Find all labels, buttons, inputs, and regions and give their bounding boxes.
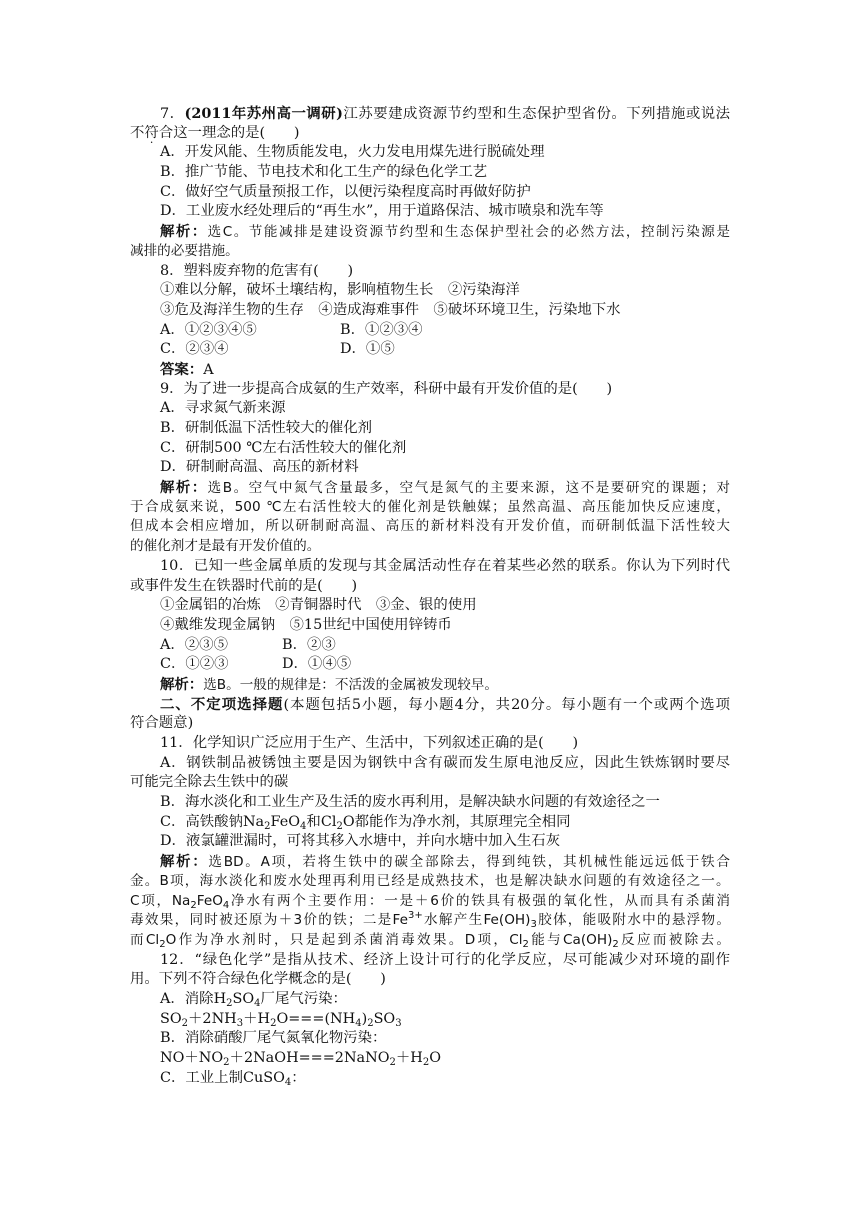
subscript: 2 (522, 938, 529, 950)
formula-part: ＋H (243, 1010, 271, 1027)
question-content (130, 104, 730, 1088)
formula-part: O (429, 1050, 442, 1066)
q10-items-line2: ④戴维发现金属钠 ⑤15世纪中国使用锌铸币 (160, 616, 452, 633)
subscript: 4 (284, 1076, 292, 1088)
q11-analysis-line4 (130, 911, 730, 931)
analysis-text: 选B。空气中氮气含量最多，空气是氮气的主要来源，这不是要研究的课题；对 (207, 480, 730, 497)
text-run: 水解产生 (422, 912, 484, 929)
text-run: 厂尾气污染： (260, 990, 347, 1007)
q12-equation-b (130, 1049, 730, 1069)
formula-part: Na (242, 813, 265, 830)
subscript: 4 (254, 997, 261, 1009)
q11-analysis-line5 (130, 931, 730, 951)
text-run: 和 (306, 813, 321, 830)
text-run: ： (291, 1069, 306, 1086)
q7-stem-tail: 这一理念的是( ) (173, 124, 300, 141)
subscript: 2 (264, 820, 271, 832)
text-run: 反应而被除去。 (618, 931, 731, 948)
q11-option-a-line1: A．钢铁制品被锈蚀主要是因为钢铁中含有碳而发生原电池反应，因此生铁炼钢时要尽 (160, 754, 730, 771)
formula-part: O (276, 1010, 289, 1027)
formula-part: Cl (145, 931, 160, 948)
section2-desc-line2: 符合题意) (130, 715, 194, 732)
q8-options-row1 (130, 321, 730, 341)
text-run: 能与 (528, 931, 564, 948)
formula-part: ＋2NaOH===2NaNO (229, 1050, 390, 1066)
q7-option-b: B．推广节能、节电技术和化工生产的绿色化学工艺 (160, 164, 488, 181)
q11-analysis-line2: 金。B项，海水淡化和废水处理再利用已经是成熟技术，也是解决缺水问题的有效途径之一。 (130, 872, 730, 889)
subscript: 2 (422, 1057, 430, 1068)
text-run: 胶体，能吸附水中的悬浮物。 (536, 912, 731, 929)
q10-analysis (130, 675, 730, 695)
q8-option-a: A．①②③④⑤ (160, 321, 257, 338)
analysis-text: 选C。节能减排是建设资源节约型和生态保护型社会的必然方法，控制污染源是 (207, 224, 730, 241)
q7-number: 7． (160, 106, 185, 122)
superscript: 3+ (408, 910, 423, 922)
q10-options-row1 (130, 636, 730, 656)
section-desc: (本题包括5小题，每小题4分，共20分。每小题有一个或两个选项 (283, 696, 730, 713)
section-title: 二、不定项选择题 (160, 695, 284, 713)
q11-analysis-line1 (130, 852, 730, 872)
q11-option-a-line2: 可能完全除去生铁中的碳 (130, 774, 289, 791)
text-run: C．高铁酸钠 (160, 813, 243, 830)
subscript: 3 (236, 1017, 244, 1029)
formula-part: (NH (324, 1010, 356, 1027)
q12-equation-a (130, 1010, 730, 1030)
formula-part: Na (171, 892, 191, 909)
formula-part: ) (361, 1010, 368, 1027)
subscript: 2 (159, 938, 166, 950)
q11-option-d: D．液氯罐泄漏时，可将其移入水塘中，并向水塘中加入生石灰 (160, 833, 561, 850)
formula-part: O (288, 813, 301, 830)
formula-part: SO (160, 1010, 182, 1027)
q7-option-a: A．开发风能、生物质能发电，火力发电用煤先进行脱硫处理 (160, 144, 545, 161)
text-run: 净水有两个主要作用：一是＋6价的铁具有极强的氧化性，从而具有杀菌消 (229, 892, 730, 909)
analysis-label: 解析： (160, 479, 208, 497)
q11-analysis-line3 (130, 892, 730, 912)
q11-stem: 11．化学知识广泛应用于生产、生活中，下列叙述正确的是( ) (160, 735, 579, 751)
formula-part: (OH) (580, 931, 613, 948)
analysis-label: 解析： (160, 675, 204, 693)
text-run: 毒效果，同时被还原为＋3价的铁；二是 (130, 912, 393, 929)
analysis-text: 选B。一般的规律是：不活泼的金属被发现较早。 (203, 676, 498, 693)
q11-option-b: B．海水淡化和工业生产及生活的废水再利用，是解决缺水问题的有效途径之一 (160, 794, 660, 811)
q8-stem: 8．塑料废弃物的危害有( ) (160, 262, 354, 279)
subscript: 2 (181, 1017, 189, 1029)
formula-part: Fe(OH) (483, 912, 531, 929)
subscript: 3 (395, 1017, 402, 1029)
formula-part: SO (373, 1010, 396, 1027)
q11-option-c (130, 813, 730, 833)
q9-analysis-line4: 的催化剂才是最有开发价值的。 (130, 538, 321, 555)
q7-stem-line1 (130, 104, 730, 124)
subscript: 2 (223, 1057, 230, 1068)
formula-part: SO (232, 990, 255, 1007)
q7-stem-line2 (130, 124, 730, 144)
formula-part: CuSO (242, 1069, 285, 1086)
section2-heading (130, 695, 730, 715)
q12-option-b: B．消除硝酸厂尾气氮氧化物污染： (160, 1030, 387, 1047)
formula-part: NO＋NO (160, 1050, 224, 1066)
q7-source: (2011年苏州高一调研) (184, 105, 343, 122)
q7-option-d: D．工业废水经处理后的“再生水”，用于道路保洁、城市喷泉和洗车等 (160, 203, 604, 220)
q12-option-c (130, 1069, 730, 1089)
q9-option-d: D．研制耐高温、高压的新材料 (160, 459, 359, 476)
q7-analysis-line1 (130, 222, 730, 242)
q9-analysis-line1 (130, 478, 730, 498)
subscript: 2 (226, 997, 233, 1009)
answer-value: A (203, 361, 214, 378)
q7-analysis-line2: 减排的必要措施。 (130, 242, 239, 259)
analysis-label: 解析： (160, 223, 208, 241)
q9-option-b: B．研制低温下活性较大的催化剂 (160, 420, 373, 436)
q7-option-c: C．做好空气质量预报工作，以便污染程度高时再做好防护 (160, 183, 531, 200)
text-run: C．工业上制 (160, 1069, 243, 1086)
formula-part: Fe (392, 912, 408, 929)
subscript: 4 (355, 1017, 362, 1029)
formula-part: Fe (270, 813, 289, 830)
subscript: 2 (270, 1017, 277, 1029)
q10-options-row2 (130, 655, 730, 675)
text-run: 都能作为净水剂，其原理完全相同 (354, 813, 571, 830)
text-run: C项， (130, 892, 172, 909)
text-run: 而 (130, 931, 146, 948)
subscript: 4 (222, 899, 230, 911)
q9-option-a: A．寻求氮气新来源 (160, 400, 286, 417)
q10-items-line1: ①金属铝的冶炼 ②青铜器时代 ③金、银的使用 (160, 597, 477, 614)
q10-option-c: C．①②③ (160, 656, 229, 673)
q8-options-row2 (130, 340, 730, 360)
q12-stem-line2: 用。下列不符合绿色化学概念的是( ) (130, 971, 386, 988)
q9-option-c: C．研制500 ℃左右活性较大的催化剂 (160, 439, 407, 456)
formula-part: O (342, 813, 355, 830)
q9-stem: 9．为了进一步提高合成氨的生产效率，科研中最有开发价值的是( ) (160, 380, 613, 397)
q8-option-d: D．①⑤ (340, 341, 395, 358)
formula-part: Ca (563, 931, 581, 948)
subscript: 4 (300, 820, 307, 832)
q8-items-line2: ③危及海洋生物的生存 ④造成海难事件 ⑤破坏环境卫生，污染地下水 (160, 301, 621, 318)
subscript: 2 (336, 820, 343, 832)
subscript: 2 (612, 938, 619, 950)
q12-option-a (130, 990, 730, 1010)
formula-part: Fe (196, 892, 213, 909)
subscript: 3 (530, 919, 537, 931)
q9-analysis-line2: 于合成氨来说，500 ℃左右活性较大的催化剂是铁触媒；虽然高温、高压能加快反应速度， (130, 498, 730, 515)
q8-option-b: B．①②③④ (340, 321, 423, 338)
q7-emphasis: 不符合 (130, 124, 174, 141)
q10-option-a: A．②③⑤ (160, 636, 228, 653)
analysis-text: 选BD。A项，若将生铁中的碳全部除去，得到纯铁，其机械性能远远低于铁合 (208, 854, 730, 871)
q10-option-d: D．①④⑤ (282, 656, 352, 673)
text-run: 作为净水剂时，只是起到杀菌消毒效果。D项， (176, 931, 510, 948)
q7-stem-text: 江苏要建成资源节约型和生态保护型省份。下列措施或说法 (342, 106, 731, 122)
formula-part: ＋2NH (188, 1010, 237, 1027)
q8-items-line1: ①难以分解，破坏土壤结构，影响植物生长 ②污染海洋 (160, 282, 520, 299)
text-run: A．消除 (160, 990, 214, 1007)
formula-part: Cl (509, 931, 523, 948)
formula-part: H (213, 990, 227, 1007)
q10-stem-line1: 10．已知一些金属单质的发现与其金属活动性存在着某些必然的联系。你认为下列时代 (160, 557, 730, 574)
q9-analysis-line3: 但成本会相应增加，所以研制耐高温、高压的新材料没有开发价值，而研制低温下活性较大 (130, 518, 730, 535)
subscript: 2 (367, 1017, 374, 1029)
q8-answer (130, 360, 730, 380)
analysis-label: 解析： (160, 853, 209, 871)
formula-part: Cl (320, 813, 337, 830)
answer-label: 答案： (160, 360, 204, 378)
q10-option-b: B．②③ (282, 636, 336, 653)
q10-stem-line2: 或事件发生在铁器时代前的是( ) (130, 577, 358, 594)
q8-option-c: C．②③④ (160, 341, 229, 358)
subscript: 2 (190, 899, 197, 911)
formula-part: O (165, 931, 177, 948)
q12-stem-line1: 12．“绿色化学”是指从技术、经济上设计可行的化学反应，尽可能减少对环境的副作 (160, 951, 730, 968)
formula-part: O (212, 892, 223, 909)
formula-part: === (288, 1010, 325, 1027)
formula-part: ＋H (395, 1050, 423, 1066)
subscript: 2 (389, 1057, 396, 1068)
